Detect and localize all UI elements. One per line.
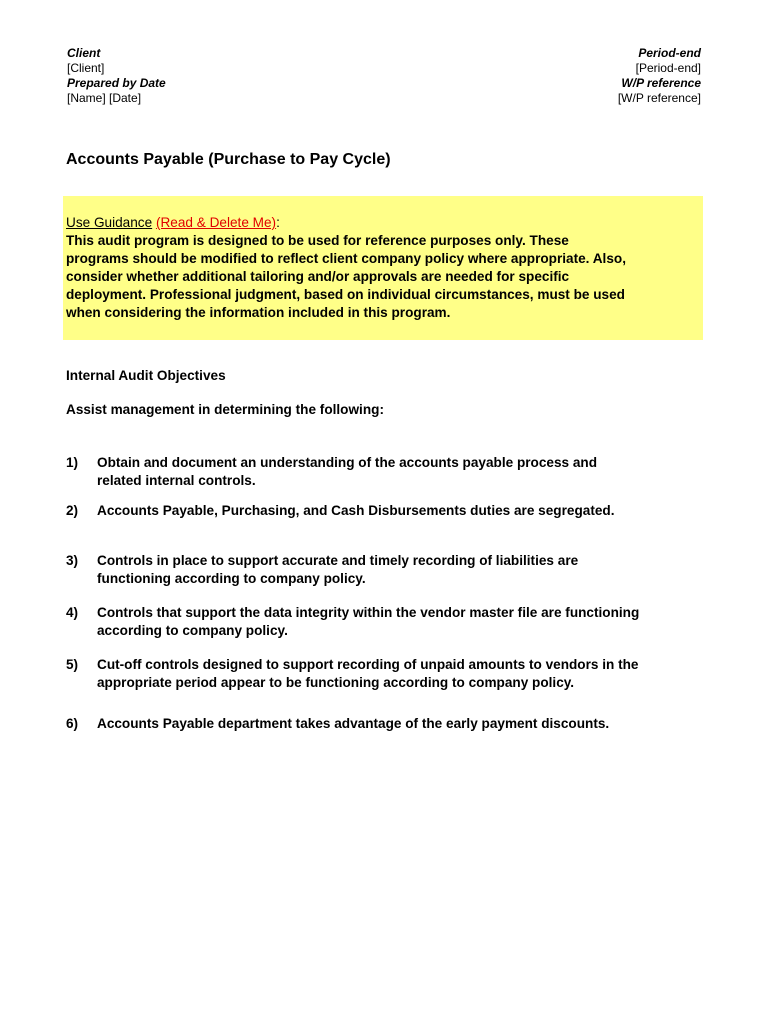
- period-end-value: [Period-end]: [635, 61, 701, 75]
- objective-line: Cut-off controls designed to support recording of unpaid amounts to vendors in the: [97, 657, 639, 672]
- document-title: Accounts Payable (Purchase to Pay Cycle): [66, 151, 391, 168]
- objective-line: Obtain and document an understanding of the accounts payable process and: [97, 455, 598, 470]
- guidance-line: consider whether additional tailoring and/or approvals are needed for specific: [66, 269, 570, 284]
- prepared-by-value: [Name] [Date]: [67, 91, 142, 105]
- objective-text: [97, 552, 707, 588]
- wp-reference-label: W/P reference: [621, 76, 701, 90]
- objectives-intro: Assist management in determining the following:: [66, 402, 384, 417]
- use-guidance-colon: :: [276, 215, 280, 230]
- objective-line: Controls in place to support accurate and timely recording of liabilities are: [97, 553, 579, 568]
- guidance-line: programs should be modified to reflect client company policy where appropriate. Also,: [66, 251, 626, 266]
- objective-line: Controls that support the data integrity within the vendor master file are functioning: [97, 605, 640, 620]
- objective-line: Accounts Payable department takes advantage of the early payment discounts.: [97, 716, 610, 731]
- objective-line: related internal controls.: [97, 473, 256, 488]
- header-right: [618, 46, 701, 106]
- objective-number: 2): [66, 503, 79, 518]
- period-end-label: Period-end: [638, 46, 701, 60]
- objectives-heading: Internal Audit Objectives: [66, 368, 226, 383]
- objective-text: [97, 604, 707, 640]
- client-value: [Client]: [67, 61, 105, 75]
- objective-number: 4): [66, 605, 79, 620]
- objective-text: [97, 502, 707, 520]
- guidance-line: This audit program is designed to be used for reference purposes only. These: [66, 233, 569, 248]
- wp-reference-value: [W/P reference]: [617, 91, 701, 105]
- use-guidance-text: [66, 214, 698, 322]
- objective-number: 5): [66, 657, 79, 672]
- objective-line: Accounts Payable, Purchasing, and Cash Disbursements duties are segregated.: [97, 503, 615, 518]
- objective-line: appropriate period appear to be functioning according to company policy.: [97, 675, 575, 690]
- read-delete-note: (Read & Delete Me): [155, 215, 277, 230]
- objective-text: [97, 454, 707, 490]
- prepared-by-label: Prepared by Date: [67, 76, 166, 90]
- objective-line: according to company policy.: [97, 623, 288, 638]
- objective-text: [97, 656, 707, 692]
- use-guidance-box: [63, 196, 703, 340]
- objective-number: 6): [66, 716, 79, 731]
- client-label: Client: [67, 46, 101, 60]
- objective-number: 1): [66, 455, 79, 470]
- guidance-line: when considering the information included in this program.: [66, 305, 451, 320]
- use-guidance-heading-line: [66, 214, 698, 232]
- header-left: [67, 46, 166, 106]
- objective-text: [97, 715, 707, 733]
- objective-number: 3): [66, 553, 79, 568]
- guidance-line: deployment. Professional judgment, based on individual circumstances, must be used: [66, 287, 625, 302]
- objective-line: functioning according to company policy.: [97, 571, 366, 586]
- use-guidance-heading: Use Guidance: [66, 215, 153, 230]
